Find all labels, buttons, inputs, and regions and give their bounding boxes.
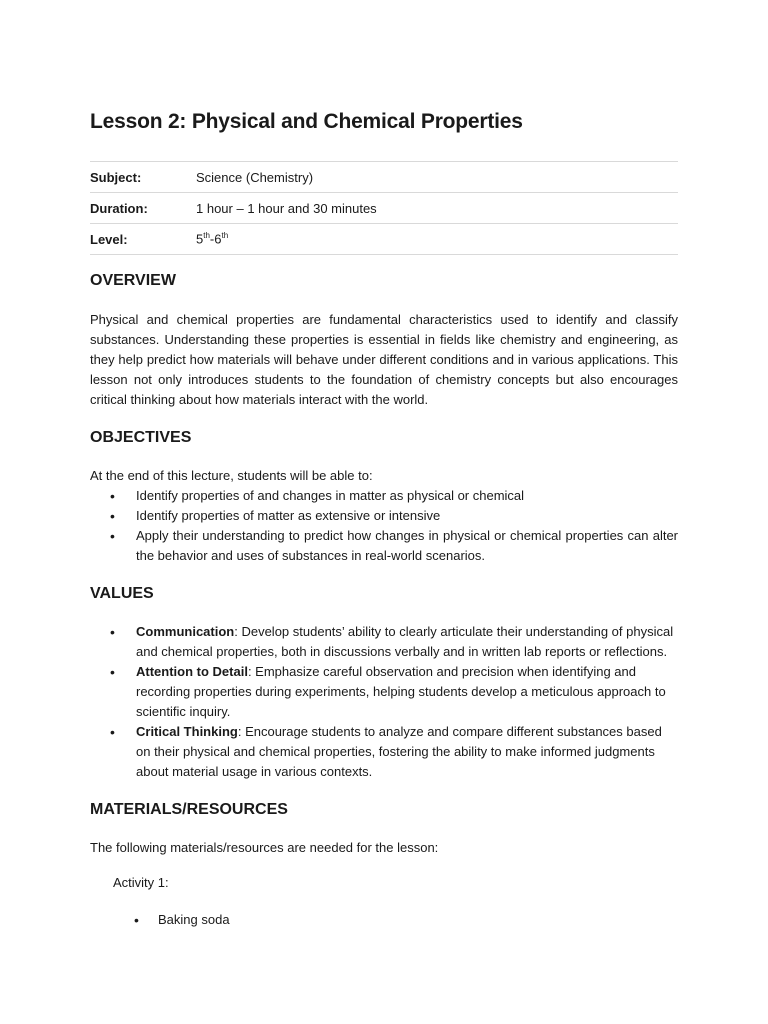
level-from-suffix: th (203, 231, 210, 241)
lesson-info-table (90, 161, 678, 255)
values-heading: VALUES (90, 585, 154, 602)
materials-list (113, 910, 673, 930)
list-item (90, 722, 678, 782)
list-item: • Identify properties of matter as extensive or intensive (90, 506, 678, 526)
value-term: Communication (136, 624, 235, 639)
value-description: : Emphasize careful observation and precision when identifying and recording properties during experiments, helping students develop a meticulous approach to scientific inquiry. (136, 664, 666, 719)
level-from: 5 (196, 231, 204, 247)
info-row-level (90, 224, 678, 255)
materials-heading: MATERIALS/RESOURCES (90, 801, 288, 818)
subject-label: Subject: (90, 169, 142, 185)
value-term: Attention to Detail (136, 664, 248, 679)
objectives-heading: OBJECTIVES (90, 429, 192, 446)
value-term: Critical Thinking (136, 724, 238, 739)
objectives-list (90, 486, 678, 566)
page-title: Lesson 2: Physical and Chemical Properties (90, 110, 523, 133)
duration-value: 1 hour – 1 hour and 30 minutes (196, 200, 377, 216)
level-value (196, 231, 678, 246)
values-list (90, 622, 678, 782)
overview-text: Physical and chemical properties are fundamental characteristics used to identify and classify substances. Understanding these properties is essential in fields like chemistry and engineering, as they help predict how materials will behave under different conditions and in various applications. This lesson not only introduces students to the foundation of chemistry concepts but also encourages critical thinking about how materials interact with the world. (90, 312, 678, 407)
list-item: • Identify properties of and changes in matter as physical or chemical (90, 486, 678, 506)
level-label: Level: (90, 231, 128, 247)
duration-label: Duration: (90, 200, 148, 216)
value-description: : Develop students’ ability to clearly articulate their understanding of physical and chemical properties, both in discussions verbally and in written lab reports or reflections. (136, 624, 674, 659)
value-description: : Encourage students to analyze and compare different substances based on their physical and chemical properties, fostering the ability to make informed judgments about material usage in various contexts. (136, 724, 662, 779)
overview-heading: OVERVIEW (90, 272, 176, 289)
info-row-duration (90, 193, 678, 224)
materials-intro: The following materials/resources are needed for the lesson: (90, 840, 439, 855)
list-item (90, 622, 678, 662)
objectives-intro: At the end of this lecture, students will be able to: (90, 468, 373, 483)
list-item (90, 662, 678, 722)
level-separator: -6 (209, 231, 222, 247)
level-to-suffix: th (221, 231, 229, 241)
list-item: • Apply their understanding to predict how changes in physical or chemical properties can alter the behavior and uses of substances in real-world scenarios. (90, 526, 678, 566)
list-item: • Baking soda (113, 910, 673, 930)
info-row-subject (90, 162, 678, 193)
subject-value: Science (Chemistry) (196, 169, 314, 185)
activity-label: Activity 1: (113, 875, 169, 890)
